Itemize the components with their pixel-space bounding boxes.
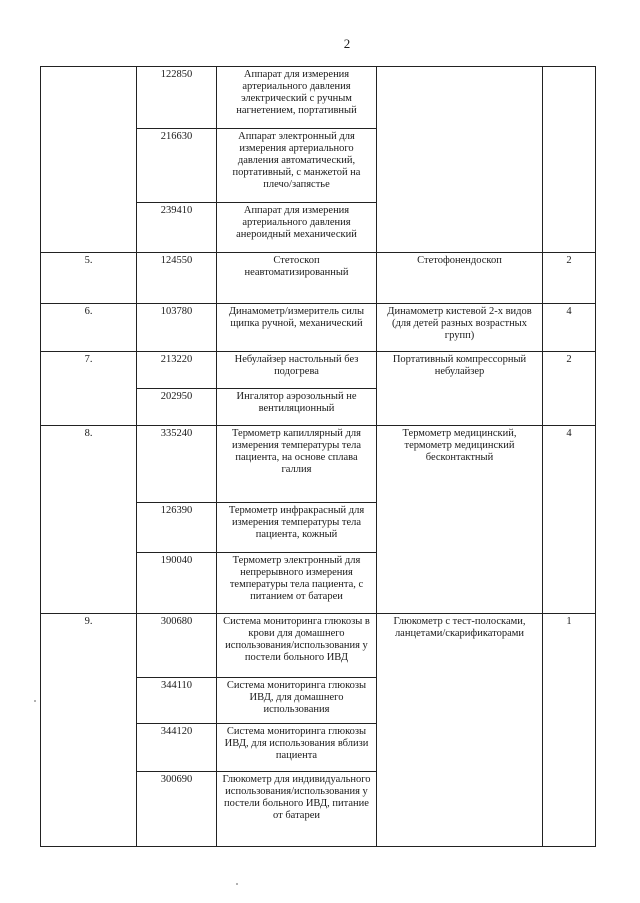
row-number-cell: 5.: [41, 253, 137, 304]
device-name-cell: Термометр капиллярный для измерения температуры тела пациента, на основе сплава галлия: [217, 426, 377, 503]
code-cell: 190040: [137, 553, 217, 614]
quantity-cell: [543, 67, 596, 253]
equipment-cell: Глюкометр с тест-полосками, ланцетами/скарификаторами: [377, 614, 543, 847]
equipment-table: [40, 66, 596, 847]
code-cell: 300690: [137, 772, 217, 847]
device-name-cell: Система мониторинга глюкозы в крови для домашнего использования/использования у постели больного ИВД: [217, 614, 377, 678]
code-cell: 124550: [137, 253, 217, 304]
code-cell: 122850: [137, 67, 217, 129]
scan-speck: [34, 700, 36, 702]
row-number-cell: 8.: [41, 426, 137, 614]
row-number-cell: 6.: [41, 304, 137, 352]
device-name-cell: Глюкометр для индивидуального использования/использования у постели больного ИВД, питание от батареи: [217, 772, 377, 847]
quantity-cell: 2: [543, 253, 596, 304]
equipment-cell: [377, 67, 543, 253]
equipment-cell: Портативный компрессорный небулайзер: [377, 352, 543, 426]
device-name-cell: Термометр инфракрасный для измерения температуры тела пациента, кожный: [217, 503, 377, 553]
code-cell: 300680: [137, 614, 217, 678]
device-name-cell: Ингалятор аэрозольный не вентиляционный: [217, 389, 377, 426]
quantity-cell: 4: [543, 304, 596, 352]
device-name-cell: Стетоскоп неавтоматизированный: [217, 253, 377, 304]
table-row: [41, 253, 596, 304]
device-name-cell: Аппарат для измерения артериального давления электрический с ручным нагнетением, портативный: [217, 67, 377, 129]
device-name-cell: Термометр электронный для непрерывного измерения температуры тела пациента, с питанием от батареи: [217, 553, 377, 614]
code-cell: 239410: [137, 203, 217, 253]
page-number: 2: [343, 36, 351, 51]
code-cell: 213220: [137, 352, 217, 389]
table-row: [41, 304, 596, 352]
table-row: [41, 614, 596, 678]
equipment-cell: Динамометр кистевой 2-х видов (для детей разных возрастных групп): [377, 304, 543, 352]
code-cell: 126390: [137, 503, 217, 553]
device-name-cell: Система мониторинга глюкозы ИВД, для домашнего использования: [217, 678, 377, 724]
code-cell: 216630: [137, 129, 217, 203]
row-number-cell: [41, 67, 137, 253]
quantity-cell: 1: [543, 614, 596, 847]
code-cell: 344120: [137, 724, 217, 772]
scan-speck: [236, 883, 238, 885]
row-number-cell: 7.: [41, 352, 137, 426]
equipment-cell: Стетофонендоскоп: [377, 253, 543, 304]
equipment-cell: Термометр медицинский, термометр медицинский бесконтактный: [377, 426, 543, 614]
device-name-cell: Аппарат электронный для измерения артериального давления автоматический, портативный, с манжетой на плечо/запястье: [217, 129, 377, 203]
table-row: [41, 426, 596, 503]
code-cell: 103780: [137, 304, 217, 352]
device-name-cell: Небулайзер настольный без подогрева: [217, 352, 377, 389]
quantity-cell: 4: [543, 426, 596, 614]
table-row: [41, 352, 596, 389]
device-name-cell: Аппарат для измерения артериального давления анероидный механический: [217, 203, 377, 253]
device-name-cell: Динамометр/измеритель силы щипка ручной, механический: [217, 304, 377, 352]
quantity-cell: 2: [543, 352, 596, 426]
table-row: [41, 67, 596, 129]
row-number-cell: 9.: [41, 614, 137, 847]
device-name-cell: Система мониторинга глюкозы ИВД, для использования вблизи пациента: [217, 724, 377, 772]
code-cell: 335240: [137, 426, 217, 503]
code-cell: 344110: [137, 678, 217, 724]
code-cell: 202950: [137, 389, 217, 426]
